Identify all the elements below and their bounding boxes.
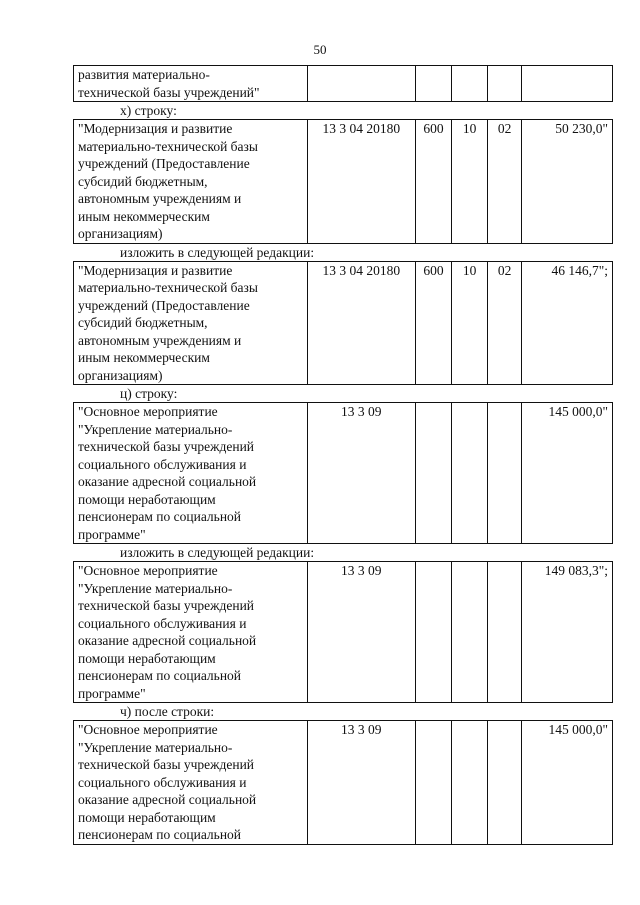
cell-rz: [452, 403, 488, 544]
table-row: [74, 66, 613, 102]
budget-table-row-5: [73, 720, 613, 845]
cell-pr: [487, 66, 522, 102]
cell-rz: 10: [452, 120, 488, 244]
cell-sum: [522, 66, 613, 102]
cell-sum: 149 083,3";: [522, 562, 613, 703]
cell-pr: [487, 403, 522, 544]
cell-name: [74, 120, 308, 244]
budget-table-row-0: [73, 65, 613, 102]
cell-pr: 02: [487, 120, 522, 244]
cell-vr: [415, 562, 452, 703]
row-name-text: "Основное мероприятие "Укрепление материально- технической базы учреждений социального обслуживания и оказание адресной социальной помощи неработающим пенсионерам по социальной программе": [78, 404, 257, 542]
cell-vr: [415, 721, 452, 845]
cell-pr: [487, 562, 522, 703]
cell-sum: 145 000,0": [522, 721, 613, 845]
cell-code: 13 3 09: [307, 562, 415, 703]
budget-table-row-3: [73, 402, 613, 544]
table-row: [74, 403, 613, 544]
row-name-text: "Модернизация и развитие материально-технической базы учреждений (Предоставление субсидий бюджетным, автономным учреждениям и иным некоммерческим организациям): [78, 262, 258, 383]
document-body: [73, 65, 613, 845]
cell-vr: 600: [415, 261, 452, 385]
cell-rz: [452, 562, 488, 703]
instruction-text: ч) после строки:: [120, 704, 215, 719]
cell-sum: 46 146,7";: [522, 261, 613, 385]
cell-vr: [415, 66, 452, 102]
cell-sum: 145 000,0": [522, 403, 613, 544]
instruction-text: ц) строку:: [120, 386, 178, 401]
cell-name: [74, 403, 308, 544]
budget-table-row-4: [73, 561, 613, 703]
cell-code: 13 3 04 20180: [307, 120, 415, 244]
table-row: [74, 562, 613, 703]
table-row: [74, 721, 613, 845]
budget-table-row-2: [73, 261, 613, 386]
instruction-text: изложить в следующей редакции:: [120, 244, 315, 260]
cell-code: 13 3 09: [307, 721, 415, 845]
cell-vr: [415, 403, 452, 544]
row-name-text: "Модернизация и развитие материально-технической базы учреждений (Предоставление субсидий бюджетным, автономным учреждениям и иным некоммерческим организациям): [78, 121, 258, 241]
cell-name: [74, 721, 308, 845]
cell-code: [307, 66, 415, 102]
cell-pr: 02: [487, 261, 522, 385]
row-name-text: "Основное мероприятие "Укрепление материально- технической базы учреждений социального обслуживания и оказание адресной социальной помощи неработающим пенсионерам по социальной программе": [78, 563, 257, 701]
cell-sum: 50 230,0": [522, 120, 613, 244]
instruction-text: х) строку:: [120, 103, 177, 118]
cell-vr: 600: [415, 120, 452, 244]
cell-pr: [487, 721, 522, 845]
cell-rz: [452, 721, 488, 845]
cell-name: [74, 66, 308, 102]
cell-code: 13 3 04 20180: [307, 261, 415, 385]
cell-name: [74, 562, 308, 703]
cell-rz: 10: [452, 261, 488, 385]
cell-rz: [452, 66, 488, 102]
table-row: [74, 261, 613, 385]
instruction-text: изложить в следующей редакции:: [120, 545, 315, 560]
cell-name: [74, 261, 308, 385]
page-number: 50: [313, 42, 327, 57]
cell-code: 13 3 09: [307, 403, 415, 544]
row-name-text: "Основное мероприятие "Укрепление материально- технической базы учреждений социального обслуживания и оказание адресной социальной помощи неработающим пенсионерам по социальной: [78, 722, 257, 842]
row-name-text: развития материально- технической базы учреждений": [78, 67, 260, 100]
budget-table-row-1: [73, 119, 613, 244]
table-row: [74, 120, 613, 244]
